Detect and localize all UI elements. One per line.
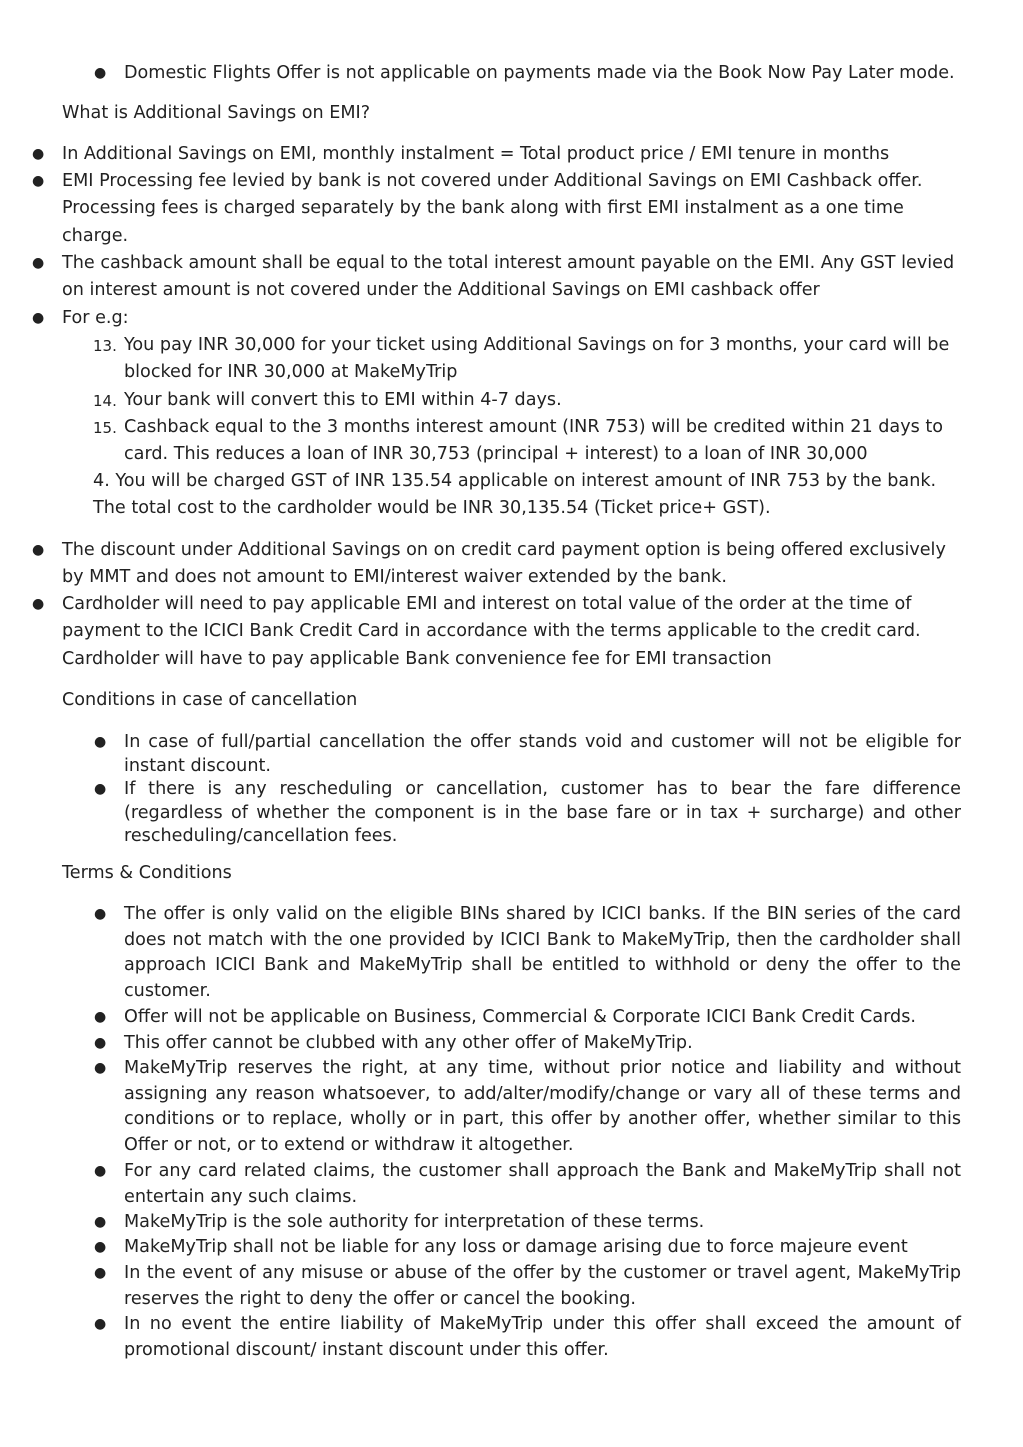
section-heading-terms: Terms & Conditions — [62, 863, 232, 883]
list-item: ● The offer is only valid on the eligible BINs shared by ICICI banks. If the BIN series of the card does not match with the one provided by ICICI Bank to MakeMyTrip, then the cardholder shall approach ICICI Bank and MakeMyTrip shall be entitled to withhold or deny the offer to the customer. — [94, 904, 961, 1001]
list-item: ● In Additional Savings on EMI, monthly instalment = Total product price / EMI tenure in months — [62, 141, 962, 168]
list-item: ● MakeMyTrip is the sole authority for interpretation of these terms. — [124, 1210, 961, 1236]
bullet: ● — [94, 1239, 107, 1255]
bullet: ● — [94, 906, 107, 922]
bullet: ● — [94, 1009, 107, 1025]
bullet: ● — [94, 734, 107, 750]
example-note: 4. You will be charged GST of INR 135.54 applicable on interest amount of INR 753 by the bank. The total cost to the cardholder would be INR 30,135.54 (Ticket price+ GST). — [93, 471, 937, 519]
bullet: ● — [94, 1265, 107, 1281]
numbered-item: 14. Your bank will convert this to EMI within 4-7 days. — [93, 390, 562, 410]
list-item-text: Domestic Flights Offer is not applicable on payments made via the Book Now Pay Later mode. — [124, 63, 955, 83]
bullet: ● — [32, 255, 45, 271]
list-item: ● EMI Processing fee levied by bank is not covered under Additional Savings on EMI Cashback offer. Processing fees is charged separately by the bank along with first EMI instalment as a one time charge. — [62, 168, 942, 250]
list-item: ● MakeMyTrip reserves the right, at any time, without prior notice and liability and without assigning any reason whatsoever, to add/alter/modify/change or vary all of these terms and conditions or to replace, wholly or in part, this offer by another offer, whether similar to this Offer or not, or to extend or withdraw it altogether. — [94, 1058, 961, 1155]
list-item — [94, 60, 984, 87]
bullet: ● — [32, 310, 45, 326]
list-item: ● In case of full/partial cancellation the offer stands void and customer will not be eligible for instant discount. — [94, 732, 961, 776]
bullet: ● — [94, 1163, 107, 1179]
bullet: ● — [32, 146, 45, 162]
bullet: ● — [32, 542, 45, 558]
list-item: ● Cardholder will need to pay applicable EMI and interest on total value of the order at the time of payment to the ICICI Bank Credit Card in accordance with the terms applicable to the credit card. Cardholder will have to pay applicable Bank convenience fee for EMI transaction — [62, 591, 942, 673]
list-item: ● Offer will not be applicable on Business, Commercial & Corporate ICICI Bank Credit Cards. — [124, 1005, 961, 1031]
bullet: ● — [94, 781, 107, 797]
list-item: ● In the event of any misuse or abuse of the offer by the customer or travel agent, MakeMyTrip reserves the right to deny the offer or cancel the booking. — [94, 1263, 961, 1309]
list-item: ● This offer cannot be clubbed with any other offer of MakeMyTrip. — [124, 1031, 961, 1057]
bullet: ● — [94, 1316, 107, 1332]
bullet: ● — [32, 596, 45, 612]
list-item: ● The cashback amount shall be equal to the total interest amount payable on the EMI. Any GST levied on interest amount is not covered under the Additional Savings on EMI cashback offer — [62, 250, 962, 305]
bullet: ● — [94, 65, 107, 81]
list-item: ● For any card related claims, the customer shall approach the Bank and MakeMyTrip shall not entertain any such claims. — [94, 1161, 961, 1207]
list-item: ● MakeMyTrip shall not be liable for any loss or damage arising due to force majeure event — [124, 1235, 961, 1261]
bullet: ● — [32, 173, 45, 189]
section-heading-emi: What is Additional Savings on EMI? — [62, 103, 371, 123]
list-item: ● If there is any rescheduling or cancellation, customer has to bear the fare difference (regardless of whether the component is in the base fare or in tax + surcharge) and other rescheduling/cancellation fees. — [94, 779, 961, 847]
bullet: ● — [94, 1060, 107, 1076]
bullet: ● — [94, 1035, 107, 1051]
list-item: ● For e.g: — [62, 305, 962, 332]
numbered-item: 13. You pay INR 30,000 for your ticket using Additional Savings on for 3 months, your card will be blocked for INR 30,000 at MakeMyTrip — [93, 335, 950, 383]
list-item: ● In no event the entire liability of MakeMyTrip under this offer shall exceed the amount of promotional discount/ instant discount under this offer. — [94, 1314, 961, 1360]
bullet: ● — [94, 1214, 107, 1230]
list-item: ● The discount under Additional Savings on on credit card payment option is being offered exclusively by MMT and does not amount to EMI/interest waiver extended by the bank. — [62, 537, 962, 592]
numbered-item: 15. Cashback equal to the 3 months interest amount (INR 753) will be credited within 21 days to card. This reduces a loan of INR 30,753 (principal + interest) to a loan of INR 30,000 — [93, 417, 944, 465]
section-heading-cancellation: Conditions in case of cancellation — [62, 690, 358, 710]
